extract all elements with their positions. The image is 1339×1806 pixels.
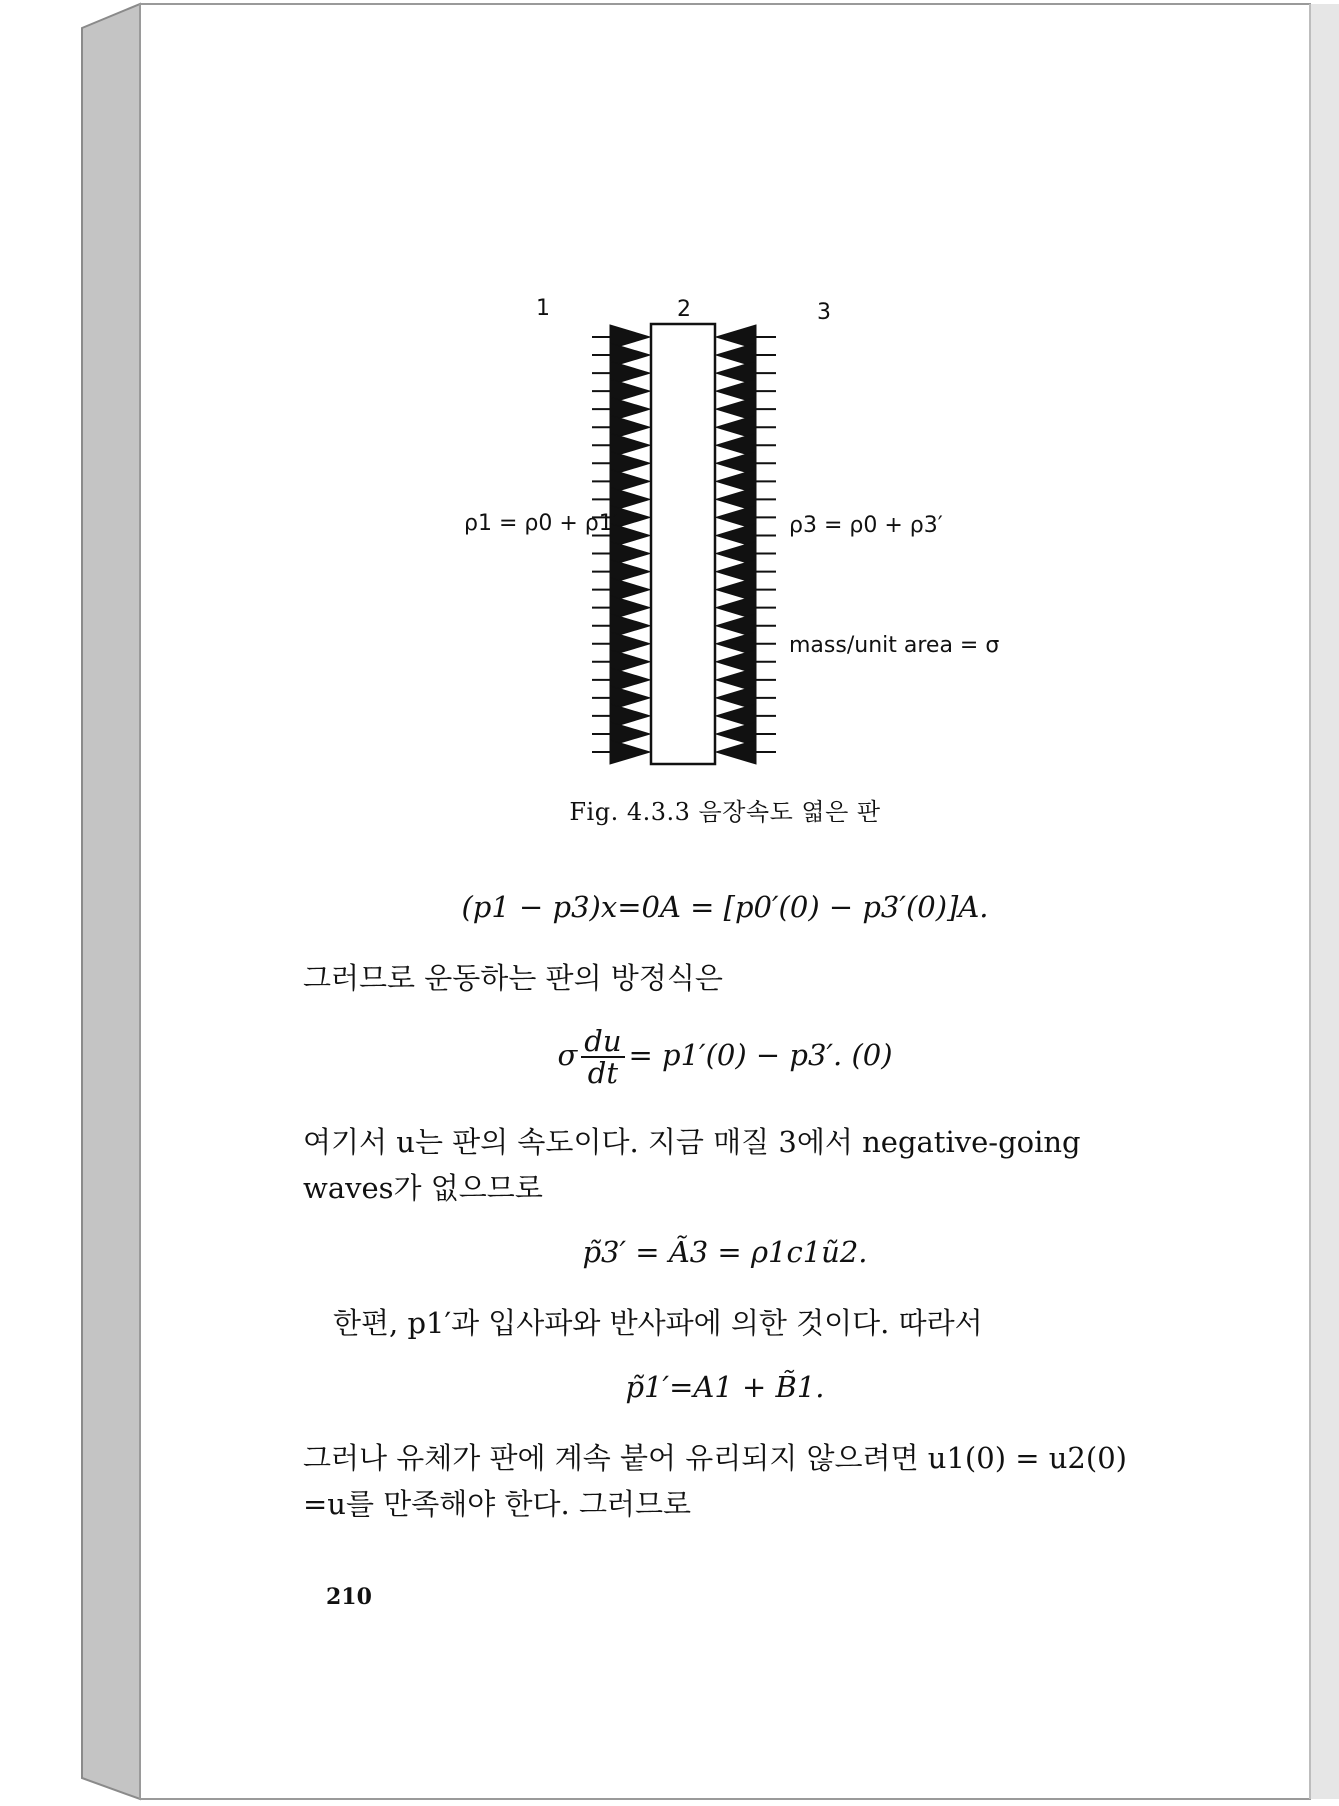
page-edge-shadow <box>1310 4 1339 1799</box>
paragraph-plate-equation-intro: 그러므로 운동하는 판의 방정식은 <box>303 961 723 995</box>
mass-label: mass/unit area = σ <box>789 633 1000 658</box>
eq2-sigma: σ <box>557 1038 578 1072</box>
paragraph-velocity-line-2: waves가 없으므로 <box>303 1171 543 1205</box>
right-pressure-label: ρ3 = ρ0 + ρ3′ <box>789 513 943 538</box>
equation-force-balance: (p1 − p3)x=0A = [p0′(0) − p3′(0)]A. <box>461 890 989 924</box>
left-arrow-head <box>610 740 650 764</box>
paragraph-incident-reflected: 한편, p1′과 입사파와 반사파에 의한 것이다. 따라서 <box>333 1306 983 1340</box>
page-number: 210 <box>326 1584 372 1610</box>
left-pressure-arrows <box>592 325 650 764</box>
eq2-numerator: du <box>581 1026 624 1058</box>
equation-plate-motion <box>140 1026 1310 1088</box>
region-label-1: 1 <box>536 296 550 321</box>
equation-incident-reflected-sum: p̃1′=A1 + B̃1. <box>625 1370 825 1404</box>
eq2-rhs: = p1′(0) − p3′. (0) <box>628 1038 893 1072</box>
plate-figure <box>140 4 1310 804</box>
paragraph-velocity-line-1: 여기서 u는 판의 속도이다. 지금 매질 3에서 negative-going <box>303 1125 1081 1159</box>
equation-transmitted-wave: p̃3′ = Ã3 = ρ1c1ũ2. <box>582 1235 868 1269</box>
paragraph-boundary-line-2: =u를 만족해야 한다. 그러므로 <box>303 1487 692 1521</box>
right-arrow-head <box>716 740 756 764</box>
book-page <box>140 4 1310 1799</box>
eq2-fraction <box>581 1026 624 1088</box>
region-label-2: 2 <box>677 297 691 322</box>
thin-plate <box>651 324 715 764</box>
paragraph-velocity <box>303 1119 1338 1211</box>
eq2-denominator: dt <box>587 1056 618 1090</box>
left-pressure-label: ρ1 = ρ0 + ρ1′ <box>464 511 618 536</box>
region-label-3: 3 <box>817 300 831 325</box>
figure-caption: Fig. 4.3.3 음장속도 엷은 판 <box>569 798 881 826</box>
paragraph-boundary-condition <box>303 1435 1338 1527</box>
book-spine <box>82 4 140 1799</box>
paragraph-boundary-line-1: 그러나 유체가 판에 계속 붙어 유리되지 않으려면 u1(0) = u2(0) <box>303 1441 1127 1475</box>
right-pressure-arrows <box>716 325 776 764</box>
